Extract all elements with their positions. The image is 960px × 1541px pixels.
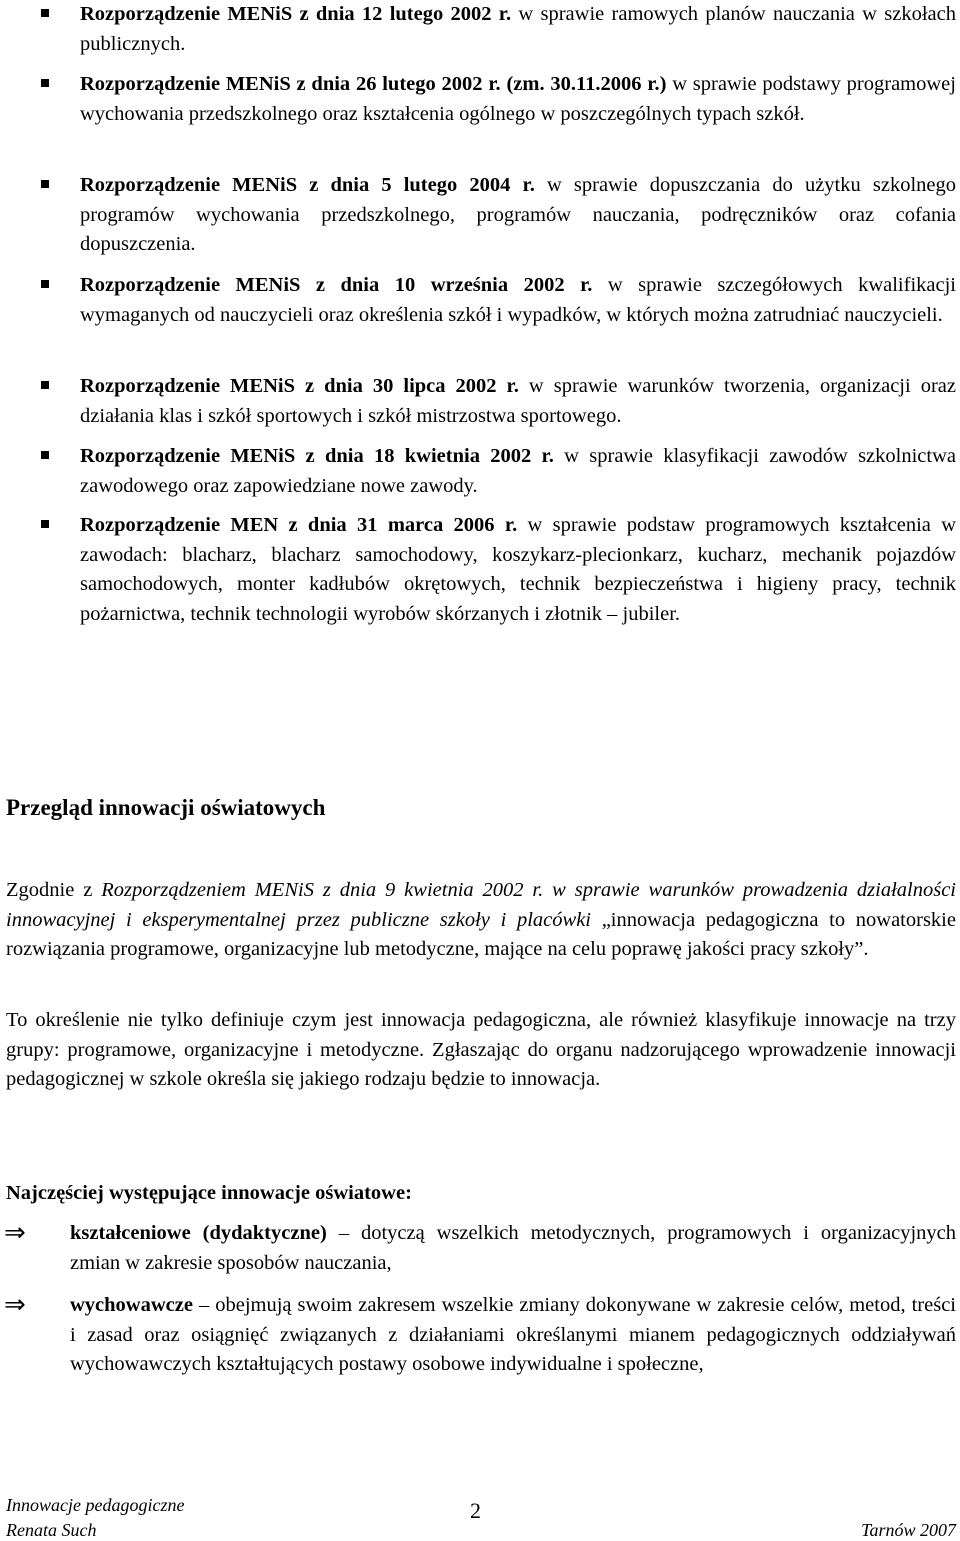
regulation-item [80,171,956,260]
regulation-text: w sprawie klasyfikacji zawodów szkolnictwa zawodowego oraz zapowiedziane nowe zawody. [80,445,956,497]
regulation-text: w sprawie podstawy programowej wychowania przedszkolnego oraz kształcenia ogólnego w poszczególnych typach szkół. [80,73,956,125]
intro-regulation: Rozporządzeniem MENiS z dnia 9 kwietnia 2002 r. w sprawie warunków prowadzenia działalności innowacyjnej i eksperymentalnej przez publiczne szkoły i placówki [6,879,956,931]
regulation-text: w sprawie warunków tworzenia, organizacji oraz działania klas i szkół sportowych i szkół mistrzostwa sportowego. [80,375,956,427]
innovation-term: wychowawcze [70,1294,193,1316]
bullet-square-icon [41,79,49,87]
regulation-item [80,511,956,629]
innovation-item [70,1219,956,1278]
innovation-term: kształceniowe (dydaktyczne) [70,1222,327,1244]
innovation-text: – obejmują swoim zakresem wszelkie zmiany dokonywane w zakresie celów, metod, treści i zasad oraz osiągnięć związanych z działaniami określanymi mianem pedagogicznych oddziaływań wychowawczych kształtujących postawy osobowe indywidualne i społeczne, [70,1294,956,1375]
double-arrow-icon: ⇒ [4,1218,26,1248]
definition-paragraph: To określenie nie tylko definiuje czym jest innowacja pedagogiczna, ale również klasyfikuje innowacje na trzy grupy: programowe, organizacyjne i metodyczne. Zgłaszając do organu nadzorującego wprowadzenie innowacji pedagogicznej w szkole określa się jakiego rodzaju będzie to innowacja. [6,1009,956,1090]
footer-author: Renata Such [6,1520,97,1540]
page-number: 2 [470,1498,481,1523]
regulation-text: w sprawie dopuszczania do użytku szkolnego programów wychowania przedszkolnego, programów nauczania, podręczników oraz cofania dopuszczenia. [80,174,957,255]
regulation-item [80,0,956,59]
bullet-square-icon [41,520,49,528]
regulation-item [80,372,956,431]
intro-paragraph [6,876,956,965]
innovation-item [70,1291,956,1380]
bullet-square-icon [41,9,49,17]
regulation-title: Rozporządzenie MENiS z dnia 12 lutego 2002 r. [80,3,512,25]
regulation-title: Rozporządzenie MENiS z dnia 18 kwietnia 2002 r. [80,445,554,467]
regulation-title: Rozporządzenie MENiS z dnia 30 lipca 2002 r. [80,375,519,397]
bullet-square-icon [41,280,49,288]
intro-quote: „innowacja pedagogiczna to nowatorskie rozwiązania programowe, organizacyjne lub metodyczne, mające na celu poprawę jakości pracy szkoły”. [6,908,956,960]
regulation-title: Rozporządzenie MENiS z dnia 26 lutego 2002 r. (zm. 30.11.2006 r.) [80,73,667,95]
regulation-title: Rozporządzenie MENiS z dnia 10 września 2002 r. [80,274,593,296]
bullet-square-icon [41,381,49,389]
bullet-square-icon [41,451,49,459]
regulation-item [80,70,956,129]
double-arrow-icon: ⇒ [4,1290,26,1320]
regulation-text: w sprawie ramowych planów nauczania w szkołach publicznych. [80,3,956,55]
intro-lead: Zgodnie z [6,879,102,901]
bullet-square-icon [41,180,49,188]
section-title: Przegląd innowacji oświatowych [6,795,326,820]
regulation-title: Rozporządzenie MEN z dnia 31 marca 2006 r. [80,514,518,536]
regulation-item [80,442,956,501]
innovations-subheading: Najczęściej występujące innowacje oświatowe: [6,1182,412,1204]
regulation-text: w sprawie szczegółowych kwalifikacji wymaganych od nauczycieli oraz określenia szkół i wypadków, w których można zatrudniać nauczycieli. [80,274,956,326]
regulation-text: w sprawie podstaw programowych kształcenia w zawodach: blacharz, blacharz samochodowy, koszykarz-plecionkarz, kucharz, mechanik pojazdów samochodowych, monter kadłubów okrętowych, technik bezpieczeństwa i higieny pracy, technik pożarnictwa, technik technologii wyrobów skórzanych i złotnik – jubiler. [80,514,956,625]
footer-doc-title: Innowacje pedagogiczne [6,1495,185,1515]
footer-place-date: Tarnów 2007 [861,1520,956,1540]
innovation-text: – dotyczą wszelkich metodycznych, programowych i organizacyjnych zmian w zakresie sposobów nauczania, [70,1222,956,1274]
regulation-item [80,271,956,330]
regulation-title: Rozporządzenie MENiS z dnia 5 lutego 2004 r. [80,174,535,196]
